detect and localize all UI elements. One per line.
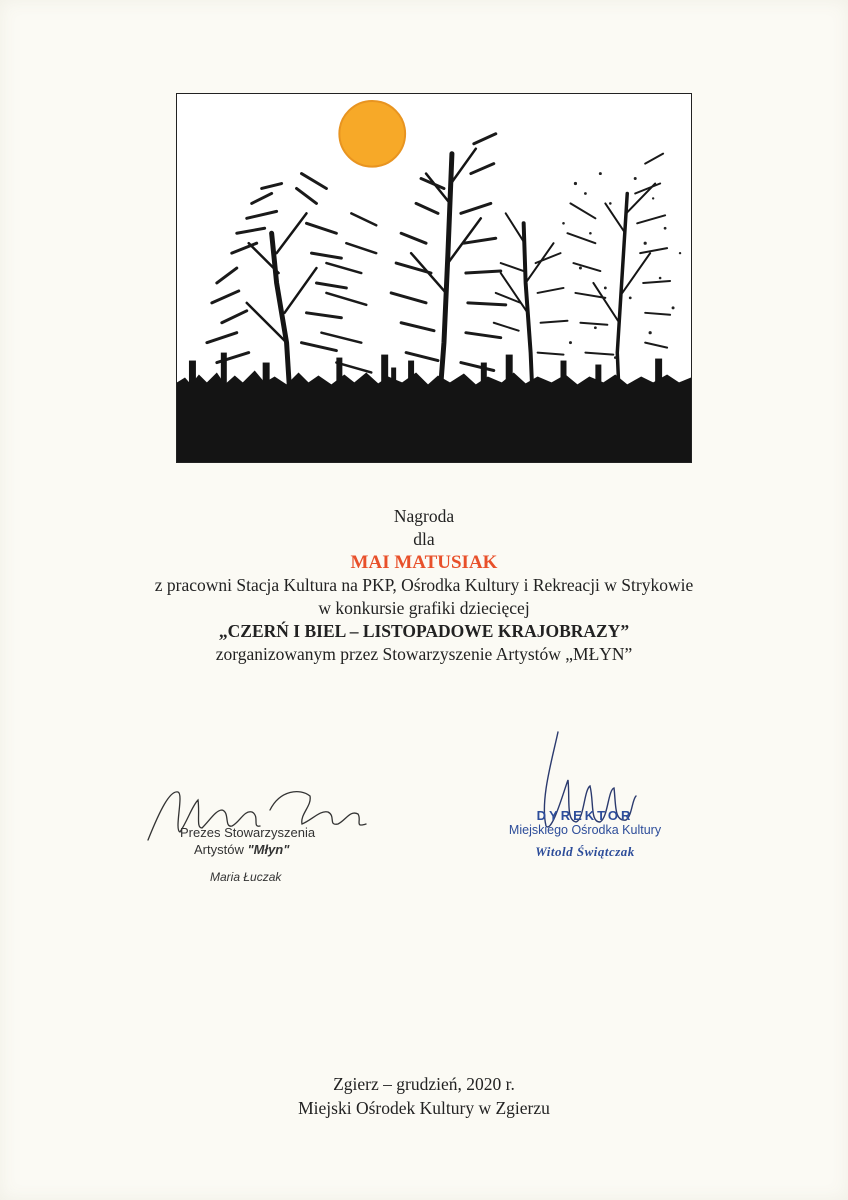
stamp-name: Witold Świątczak — [535, 844, 635, 859]
role-line-1: Prezes Stowarzyszenia — [180, 825, 316, 840]
trees-linocut-image — [177, 94, 691, 462]
stamp-title: DYREKTOR — [536, 808, 634, 823]
role-line-2-prefix: Artystów — [194, 842, 248, 857]
signatory-name-left: Maria Łuczak — [210, 870, 282, 884]
director-stamp — [480, 808, 690, 860]
recipient-name: MAI MATUSIAK — [350, 552, 498, 573]
award-text — [0, 505, 848, 666]
signature-left — [140, 770, 380, 890]
award-heading: Nagroda — [393, 506, 455, 526]
place-date: Zgierz – grudzień, 2020 r. — [333, 1074, 515, 1094]
contest-line: w konkursie grafiki dziecięcej — [318, 598, 530, 618]
workshop-line: z pracowni Stacja Kultura na PKP, Ośrodka Kultury i Rekreacji w Strykowie — [154, 575, 694, 595]
award-for: dla — [413, 529, 435, 549]
issuing-institution: Miejski Ośrodek Kultury w Zgierzu — [298, 1098, 550, 1118]
footer — [0, 1072, 848, 1120]
stamp-institution: Miejskiego Ośrodka Kultury — [508, 823, 662, 837]
organizer-line: zorganizowanym przez Stowarzyszenie Artystów „MŁYN” — [215, 644, 633, 664]
artwork-illustration — [176, 93, 692, 463]
contest-title: „CZERŃ I BIEL – LISTOPADOWE KRAJOBRAZY” — [218, 621, 630, 641]
role-line-2-name: "Młyn" — [247, 842, 290, 857]
role-line-2 — [180, 841, 380, 858]
signatory-role — [180, 824, 380, 858]
ground-band — [177, 370, 691, 462]
signature-right — [480, 730, 700, 880]
